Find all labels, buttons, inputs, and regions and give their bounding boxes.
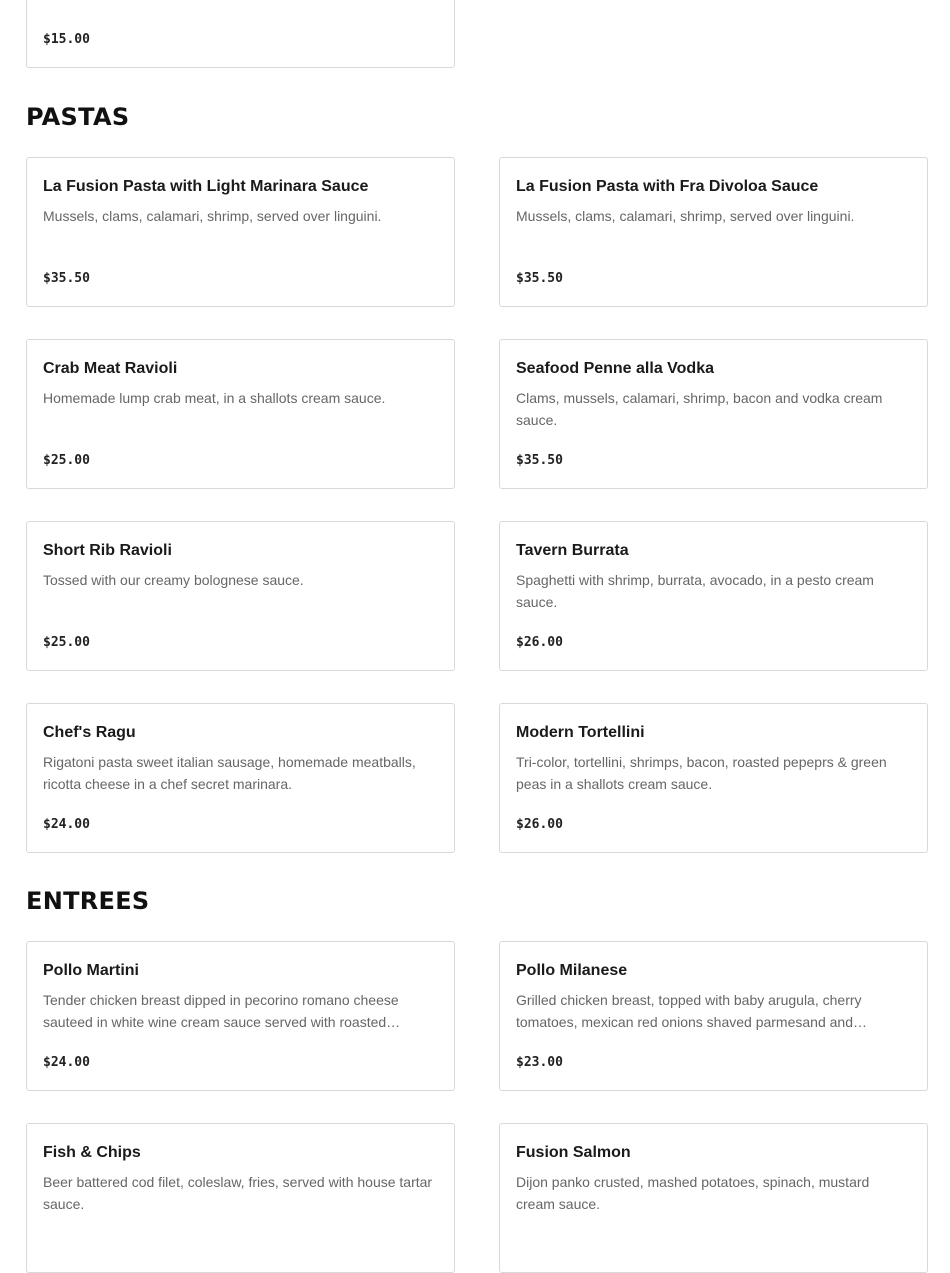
menu-item-price: $35.50 — [516, 271, 563, 286]
menu-item-card[interactable] — [26, 0, 455, 68]
menu-item-price: $35.50 — [43, 271, 90, 286]
menu-item-price: $15.00 — [43, 32, 90, 47]
menu-item-card[interactable] — [26, 703, 455, 853]
section-title-entrees: ENTREES — [26, 887, 150, 915]
menu-item-price: $25.00 — [43, 635, 90, 650]
menu-item-name: Crab Meat Ravioli — [43, 360, 178, 377]
menu-item-card[interactable] — [499, 157, 928, 307]
menu-item-price: $23.00 — [516, 1055, 563, 1070]
menu-item-card[interactable] — [499, 1123, 928, 1273]
menu-item-description: Rigatoni pasta sweet italian sausage, homemade meatballs, ricotta cheese in a chef secret marinara. — [43, 754, 416, 792]
menu-item-description: Tossed with our creamy bolognese sauce. — [43, 572, 304, 588]
menu-item-description: Beer battered cod filet, coleslaw, fries, served with house tartar sauce. — [43, 1174, 433, 1212]
menu-item-price: $26.00 — [516, 635, 563, 650]
menu-item-description: Clams, mussels, calamari, shrimp, bacon and vodka cream sauce. — [516, 390, 883, 428]
menu-item-name: Tavern Burrata — [516, 542, 629, 559]
menu-item-card[interactable] — [499, 521, 928, 671]
menu-item-name: Fish & Chips — [43, 1144, 141, 1161]
menu-item-description: Spaghetti with shrimp, burrata, avocado, in a pesto cream sauce. — [516, 572, 874, 610]
menu-item-name: Fusion Salmon — [516, 1144, 631, 1161]
menu-item-name: Pollo Milanese — [516, 962, 628, 979]
menu-item-card[interactable] — [26, 157, 455, 307]
menu-item-price: $26.00 — [516, 817, 563, 832]
menu-item-name: Seafood Penne alla Vodka — [516, 360, 714, 377]
menu-item-description: Grilled chicken breast, topped with baby arugula, cherry tomatoes, mexican red onions shaved parmesand and… — [516, 992, 867, 1030]
menu-item-description: Mussels, clams, calamari, shrimp, served over linguini. — [516, 208, 855, 224]
section-title-pastas: PASTAS — [26, 103, 130, 131]
menu-item-card[interactable] — [26, 941, 455, 1091]
menu-item-card[interactable] — [499, 703, 928, 853]
menu-item-price: $25.00 — [43, 453, 90, 468]
menu-item-name: La Fusion Pasta with Fra Divoloa Sauce — [516, 178, 819, 195]
menu-item-price: $35.50 — [516, 453, 563, 468]
menu-item-name: La Fusion Pasta with Light Marinara Sauce — [43, 178, 369, 195]
menu-item-name: Chef's Ragu — [43, 724, 136, 741]
menu-item-name: Modern Tortellini — [516, 724, 645, 741]
menu-item-card[interactable] — [26, 1123, 455, 1273]
menu-item-description: Mussels, clams, calamari, shrimp, served over linguini. — [43, 208, 382, 224]
menu-item-description: Tender chicken breast dipped in pecorino romano cheese sauteed in white wine cream sauce served with roasted… — [43, 992, 401, 1030]
menu-item-description: Tri-color, tortellini, shrimps, bacon, roasted pepeprs & green peas in a shallots cream sauce. — [516, 754, 887, 792]
menu-item-description: Dijon panko crusted, mashed potatoes, spinach, mustard cream sauce. — [516, 1174, 870, 1212]
menu-item-card[interactable] — [26, 339, 455, 489]
menu-item-card[interactable] — [499, 339, 928, 489]
menu-item-name: Pollo Martini — [43, 962, 139, 979]
menu-item-price: $24.00 — [43, 1055, 90, 1070]
menu-item-price: $24.00 — [43, 817, 90, 832]
menu-item-name: Short Rib Ravioli — [43, 542, 172, 559]
menu-item-description: Homemade lump crab meat, in a shallots cream sauce. — [43, 390, 386, 406]
menu-item-card[interactable] — [26, 521, 455, 671]
menu-item-card[interactable] — [499, 941, 928, 1091]
